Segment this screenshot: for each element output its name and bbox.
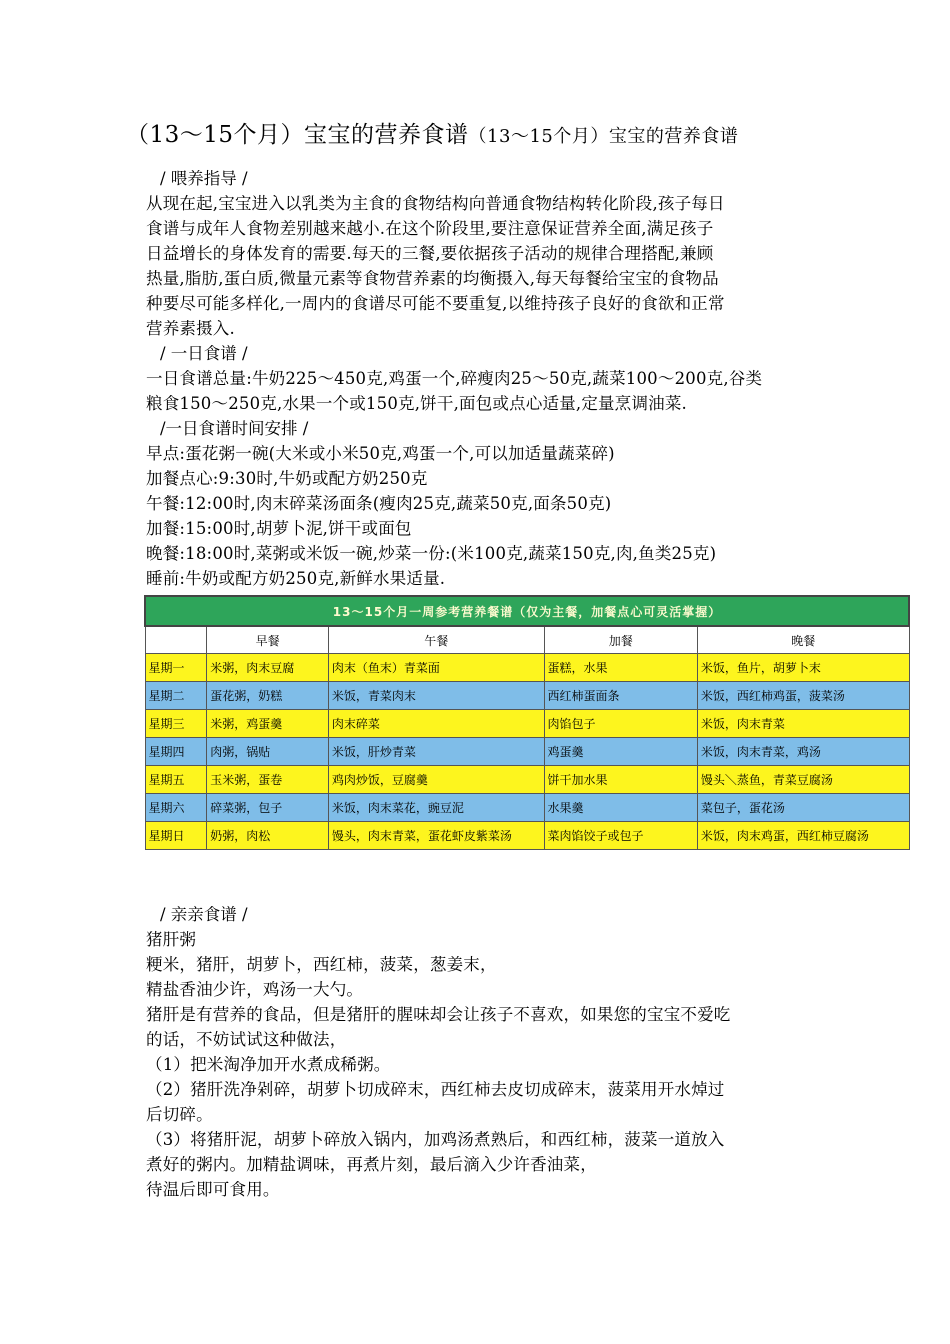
paragraph-line: 热量,脂肪,蛋白质,微量元素等食物营养素的均衡摄入,每天每餐给宝宝的食物品	[146, 269, 719, 288]
title-repeat: （13～15个月）宝宝的营养食谱	[468, 126, 739, 147]
table-cell: 米饭，肉末鸡蛋，西红柿豆腐汤	[697, 822, 909, 850]
table-cell: 肉粥，锅贴	[207, 738, 329, 766]
weekly-menu-table	[144, 595, 910, 850]
table-cell: 肉馅包子	[544, 710, 697, 738]
table-cell: 西红柿蛋面条	[544, 682, 697, 710]
table-cell: 蛋花粥，奶糕	[207, 682, 329, 710]
table-caption: 13～15个月一周参考营养餐谱（仅为主餐，加餐点心可灵活掌握）	[145, 596, 909, 626]
title-main: （13～15个月）宝宝的营养食谱	[126, 122, 469, 148]
schedule-line: 晚餐:18:00时,菜粥或米饭一碗,炒菜一份:(米100克,蔬菜150克,肉,鱼类25克)	[146, 544, 717, 563]
table-header-cell: 加餐	[544, 626, 697, 654]
section-heading-feeding: / 喂养指导 /	[160, 169, 248, 188]
paragraph-line: 日益增长的身体发育的需要.每天的三餐,要依据孩子活动的规律合理搭配,兼顾	[146, 244, 714, 263]
table-cell: 肉末（鱼末）青菜面	[328, 654, 544, 682]
recipe-step: （1）把米淘净加开水煮成稀粥。	[146, 1055, 391, 1074]
table-cell: 菜肉馅饺子或包子	[544, 822, 697, 850]
table-cell: 鸡蛋羹	[544, 738, 697, 766]
table-header-cell: 晚餐	[697, 626, 909, 654]
table-cell: 米饭，肉末菜花，豌豆泥	[328, 794, 544, 822]
paragraph-line: 种要尽可能多样化,一周内的食谱尽可能不要重复,以维持孩子良好的食欲和正常	[146, 294, 725, 313]
schedule-line: 加餐:15:00时,胡萝卜泥,饼干或面包	[146, 519, 412, 538]
weekly-menu-table-image	[144, 595, 910, 850]
table-cell: 饼干加水果	[544, 766, 697, 794]
table-cell: 星期日	[145, 822, 207, 850]
table-row	[145, 710, 909, 738]
table-cell: 米饭，肉末青菜，鸡汤	[697, 738, 909, 766]
recipe-title: 猪肝粥	[146, 930, 197, 949]
page-title	[126, 118, 810, 154]
table-cell: 奶粥，肉松	[207, 822, 329, 850]
table-cell: 米饭，西红柿鸡蛋，菠菜汤	[697, 682, 909, 710]
schedule-line: 睡前:牛奶或配方奶250克,新鲜水果适量.	[146, 569, 446, 588]
recipe-line: 煮好的粥内。加精盐调味，再煮片刻，最后滴入少许香油菜，	[146, 1155, 597, 1174]
table-cell: 鸡肉炒饭，豆腐羹	[328, 766, 544, 794]
table-header-row	[145, 626, 909, 654]
schedule-line: 加餐点心:9:30时,牛奶或配方奶250克	[146, 469, 428, 488]
table-row	[145, 682, 909, 710]
table-cell: 米饭，青菜肉末	[328, 682, 544, 710]
table-cell: 星期一	[145, 654, 207, 682]
table-cell: 米粥，鸡蛋羹	[207, 710, 329, 738]
table-header-cell	[145, 626, 207, 654]
paragraph-line: 一日食谱总量:牛奶225～450克,鸡蛋一个,碎瘦肉25～50克,蔬菜100～200克,谷类	[146, 369, 763, 388]
table-cell: 肉末碎菜	[328, 710, 544, 738]
table-cell: 馒头＼蒸鱼，青菜豆腐汤	[697, 766, 909, 794]
table-cell: 星期三	[145, 710, 207, 738]
table-header-cell: 早餐	[207, 626, 329, 654]
table-cell: 玉米粥，蛋卷	[207, 766, 329, 794]
table-cell: 米粥，肉末豆腐	[207, 654, 329, 682]
table-cell: 蛋糕，水果	[544, 654, 697, 682]
table-row	[145, 766, 909, 794]
document-page	[126, 118, 869, 1202]
table-row	[145, 738, 909, 766]
table-cell: 米饭，肝炒青菜	[328, 738, 544, 766]
table-cell: 碎菜粥，包子	[207, 794, 329, 822]
recipe-step: （2）猪肝洗净剁碎，胡萝卜切成碎末，西红柿去皮切成碎末，菠菜用开水焯过	[146, 1080, 725, 1099]
table-cell: 星期五	[145, 766, 207, 794]
recipe-line: 的话，不妨试试这种做法，	[146, 1030, 347, 1049]
table-row	[145, 822, 909, 850]
section-heading-recipes: / 亲亲食谱 /	[160, 905, 248, 924]
table-cell: 星期四	[145, 738, 207, 766]
recipe-line: 粳米，猪肝，胡萝卜，西红柿，菠菜，葱姜末，	[146, 955, 497, 974]
table-cell: 星期六	[145, 794, 207, 822]
recipe-line: 后切碎。	[146, 1105, 213, 1124]
table-cell: 馒头，肉末青菜，蛋花虾皮紫菜汤	[328, 822, 544, 850]
schedule-line: 早点:蛋花粥一碗(大米或小米50克,鸡蛋一个,可以加适量蔬菜碎)	[146, 444, 615, 463]
table-cell: 星期二	[145, 682, 207, 710]
recipe-line: 精盐香油少许，鸡汤一大勺。	[146, 980, 364, 999]
table-row	[145, 654, 909, 682]
paragraph-line: 粮食150～250克,水果一个或150克,饼干,面包或点心适量,定量烹调油菜.	[146, 394, 688, 413]
table-header-cell: 午餐	[328, 626, 544, 654]
recipe-step: （3）将猪肝泥，胡萝卜碎放入锅内，加鸡汤煮熟后，和西红柿，菠菜一道放入	[146, 1130, 725, 1149]
table-cell: 水果羹	[544, 794, 697, 822]
paragraph-line: 营养素摄入.	[146, 319, 235, 338]
section-heading-daily-menu: / 一日食谱 /	[160, 344, 248, 363]
recipe-line: 猪肝是有营养的食品，但是猪肝的腥味却会让孩子不喜欢，如果您的宝宝不爱吃	[146, 1005, 731, 1024]
paragraph-line: 从现在起,宝宝进入以乳类为主食的食物结构向普通食物结构转化阶段,孩子每日	[146, 194, 725, 213]
section-heading-schedule: /一日食谱时间安排 /	[160, 419, 309, 438]
table-cell: 米饭，肉末青菜	[697, 710, 909, 738]
schedule-line: 午餐:12:00时,肉末碎菜汤面条(瘦肉25克,蔬菜50克,面条50克)	[146, 494, 612, 513]
table-row	[145, 794, 909, 822]
table-cell: 菜包子，蛋花汤	[697, 794, 909, 822]
recipe-line: 待温后即可食用。	[146, 1180, 280, 1199]
table-cell: 米饭，鱼片，胡萝卜末	[697, 654, 909, 682]
paragraph-line: 食谱与成年人食物差别越来越小.在这个阶段里,要注意保证营养全面,满足孩子	[146, 219, 714, 238]
